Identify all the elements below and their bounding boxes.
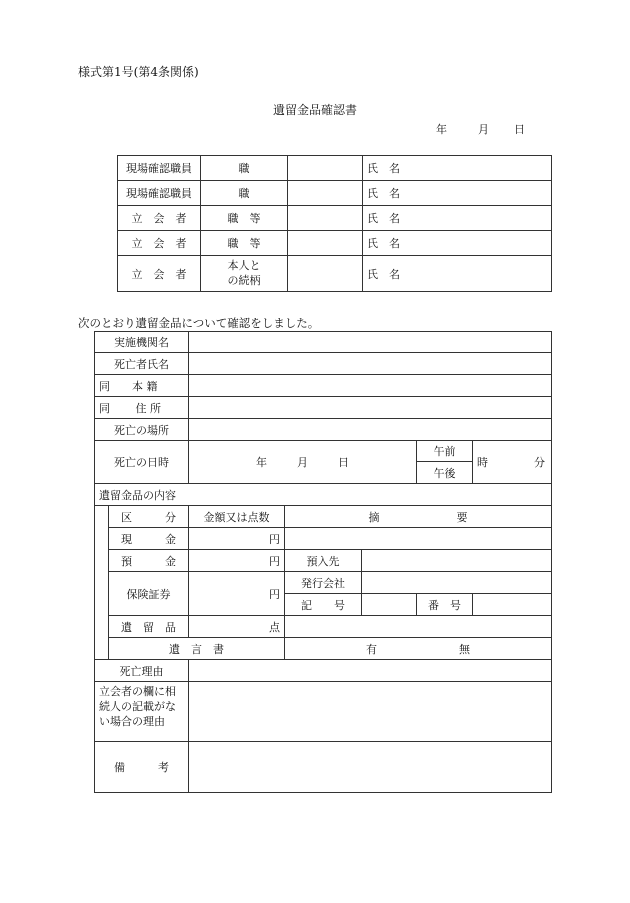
staff-name-label[interactable]: 氏 名 xyxy=(363,156,552,181)
staff-role: 現場確認職員 xyxy=(118,156,201,181)
staff-title-field[interactable] xyxy=(288,231,363,256)
staff-row xyxy=(118,231,552,256)
death-place-label: 死亡の場所 xyxy=(95,419,189,441)
staff-relation-label: 本人と の続柄 xyxy=(201,256,288,292)
deposit-amount-field[interactable]: 円 xyxy=(189,550,285,572)
remarks-label: 備 考 xyxy=(95,742,189,793)
pm-option[interactable]: 午後 xyxy=(417,462,473,484)
death-time-field[interactable] xyxy=(473,441,552,484)
date-month-label: 月 xyxy=(478,123,489,136)
agency-field[interactable] xyxy=(189,332,552,353)
death-reason-label: 死亡理由 xyxy=(95,660,189,682)
estate-table xyxy=(94,331,552,793)
remarks-row xyxy=(95,742,552,793)
will-label: 遺 言 書 xyxy=(109,638,285,660)
no-heir-reason-label: 立会者の欄に相続人の記載がない場合の理由 xyxy=(95,682,189,742)
staff-row xyxy=(118,256,552,292)
staff-title-label: 職 xyxy=(201,181,288,206)
deceased-name-label: 死亡者氏名 xyxy=(95,353,189,375)
items-columns-row xyxy=(95,506,552,528)
intro-text: 次のとおり遺留金品について確認をしました。 xyxy=(78,316,320,330)
items-header-row xyxy=(95,484,552,506)
death-reason-field[interactable] xyxy=(189,660,552,682)
death-date-field[interactable] xyxy=(189,441,417,484)
number-field[interactable] xyxy=(473,594,552,616)
death-reason-row xyxy=(95,660,552,682)
will-yes-option[interactable]: 有 xyxy=(366,642,377,656)
staff-name-label[interactable]: 氏 名 xyxy=(363,181,552,206)
death-datetime-row xyxy=(95,441,552,462)
death-month-label: 月 xyxy=(297,456,308,469)
staff-name-label[interactable]: 氏 名 xyxy=(363,256,552,292)
staff-title-field[interactable] xyxy=(288,156,363,181)
insurance-amount-field[interactable]: 円 xyxy=(189,572,285,616)
will-no-option[interactable]: 無 xyxy=(459,642,470,656)
staff-row xyxy=(118,181,552,206)
staff-role: 立 会 者 xyxy=(118,256,201,292)
domicile-row xyxy=(95,375,552,397)
staff-relation-field[interactable] xyxy=(288,256,363,292)
cash-row xyxy=(95,528,552,550)
belongings-count-field[interactable]: 点 xyxy=(189,616,285,638)
items-indent xyxy=(95,506,109,660)
insurance-row xyxy=(95,572,552,594)
issuer-label: 発行会社 xyxy=(285,572,362,594)
cash-amount-field[interactable]: 円 xyxy=(189,528,285,550)
cash-label: 現 金 xyxy=(109,528,189,550)
staff-role: 現場確認職員 xyxy=(118,181,201,206)
death-day-label: 日 xyxy=(338,456,349,469)
date-line xyxy=(436,121,525,137)
death-place-row xyxy=(95,419,552,441)
items-header: 遺留金品の内容 xyxy=(95,484,552,506)
agency-label: 実施機関名 xyxy=(95,332,189,353)
staff-table xyxy=(117,155,552,292)
staff-title-field[interactable] xyxy=(288,181,363,206)
belongings-label: 遺 留 品 xyxy=(109,616,189,638)
will-row xyxy=(95,638,552,660)
staff-title-field[interactable] xyxy=(288,206,363,231)
am-option[interactable]: 午前 xyxy=(417,441,473,462)
staff-name-label[interactable]: 氏 名 xyxy=(363,206,552,231)
issuer-field[interactable] xyxy=(362,572,552,594)
belongings-row xyxy=(95,616,552,638)
agency-row xyxy=(95,332,552,353)
symbol-field[interactable] xyxy=(362,594,417,616)
death-place-field[interactable] xyxy=(189,419,552,441)
address-field[interactable] xyxy=(189,397,552,419)
form-label: 様式第1号(第4条関係) xyxy=(78,65,199,79)
address-row xyxy=(95,397,552,419)
domicile-field[interactable] xyxy=(189,375,552,397)
col-amount: 金額又は点数 xyxy=(189,506,285,528)
no-heir-reason-field[interactable] xyxy=(189,682,552,742)
insurance-label: 保険証券 xyxy=(109,572,189,616)
document-title: 遺留金品確認書 xyxy=(272,103,357,117)
staff-role: 立 会 者 xyxy=(118,231,201,256)
address-label: 同 住 所 xyxy=(95,397,189,419)
col-summary: 摘 要 xyxy=(285,506,552,528)
date-day-label: 日 xyxy=(514,123,525,136)
deposit-to-field[interactable] xyxy=(362,550,552,572)
will-field[interactable] xyxy=(285,638,552,660)
number-label: 番 号 xyxy=(417,594,473,616)
deposit-label: 預 金 xyxy=(109,550,189,572)
remarks-field[interactable] xyxy=(189,742,552,793)
date-year-label: 年 xyxy=(436,123,447,136)
cash-summary-field[interactable] xyxy=(285,528,552,550)
death-year-label: 年 xyxy=(256,456,267,469)
staff-row xyxy=(118,156,552,181)
staff-role: 立 会 者 xyxy=(118,206,201,231)
belongings-summary-field[interactable] xyxy=(285,616,552,638)
domicile-label: 同 本 籍 xyxy=(95,375,189,397)
death-minute-label: 分 xyxy=(534,456,545,469)
no-heir-reason-row xyxy=(95,682,552,742)
staff-row xyxy=(118,206,552,231)
death-datetime-label: 死亡の日時 xyxy=(95,441,189,484)
staff-title-label: 職 等 xyxy=(201,231,288,256)
staff-name-label[interactable]: 氏 名 xyxy=(363,231,552,256)
col-category: 区 分 xyxy=(109,506,189,528)
deceased-name-row xyxy=(95,353,552,375)
deceased-name-field[interactable] xyxy=(189,353,552,375)
staff-title-label: 職 xyxy=(201,156,288,181)
deposit-row xyxy=(95,550,552,572)
symbol-label: 記 号 xyxy=(285,594,362,616)
deposit-to-label: 預入先 xyxy=(285,550,362,572)
staff-title-label: 職 等 xyxy=(201,206,288,231)
death-hour-label: 時 xyxy=(477,456,488,469)
